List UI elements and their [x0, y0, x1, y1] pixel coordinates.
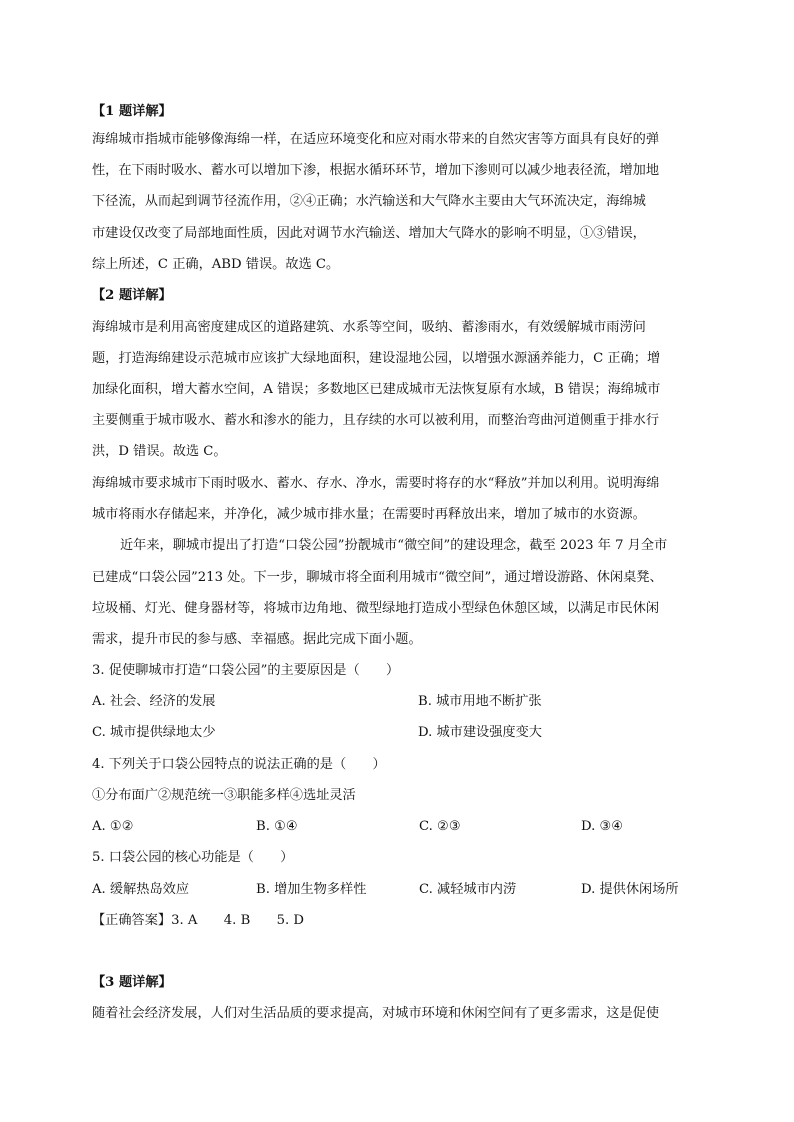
section2-line: 题，打造海绵建设示范城市应该扩大绿地面积，建设湿地公园，以增强水源涵养能力，C 正确；增	[92, 351, 661, 366]
passage-line: 垃圾桶、灯光、健身器材等，将城市边角地、微型绿地打造成小型绿色休憩区域，以满足市民休闲	[92, 601, 660, 616]
section1-line: 下径流，从而起到调节径流作用，②④正确；水汽输送和大气降水主要由大气环流决定，海绵城	[92, 194, 646, 209]
q4-option-a: A. ①②	[92, 819, 134, 834]
q4-statements: ①分布面广②规范统一③职能多样④选址灵活	[92, 788, 356, 803]
section2-title: 【2 题详解】	[92, 288, 172, 303]
q3-stem: 3. 促使聊城市打造“口袋公园”的主要原因是（ ）	[92, 663, 400, 678]
section1-title: 【1 题详解】	[92, 104, 172, 119]
q3-option-c: C. 城市提供绿地太少	[92, 725, 216, 740]
passage-line: 已建成“口袋公园”213 处。下一步，聊城市将全面利用城市“微空间”，通过增设游路、休闲桌凳、	[92, 570, 663, 585]
section1-line: 市建设仅改变了局部地面性质，因此对调节水汽输送、增加大气降水的影响不明显，①③错误，	[92, 226, 646, 241]
section3-line: 随着社会经济发展，人们对生活品质的要求提高，对城市环境和休闲空间有了更多需求，这是促使	[92, 1006, 660, 1021]
passage-line: 需求，提升市民的参与感、幸福感。据此完成下面小题。	[92, 632, 422, 647]
section2-line: 加绿化面积，增大蓄水空间，A 错误；多数地区已建成城市无法恢复原有水域，B 错误；海绵城市	[92, 382, 661, 397]
passage-line: 近年来，聊城市提出了打造“口袋公园”扮靓城市“微空间”的建设理念，截至 2023 年 7 月全市	[120, 538, 668, 553]
q3-option-d: D. 城市建设强度变大	[418, 725, 542, 740]
q3-option-a: A. 社会、经济的发展	[92, 694, 216, 709]
answer-key: 【正确答案】3. A 4. B 5. D	[92, 913, 304, 928]
q5-option-a: A. 缓解热岛效应	[92, 882, 190, 897]
section1-line: 性，在下雨时吸水、蓄水可以增加下渗，根据水循环环节，增加下渗则可以减少地表径流，增加地	[92, 163, 660, 178]
section2-line: 海绵城市是利用高密度建成区的道路建筑、水系等空间，吸纳、蓄渗雨水，有效缓解城市雨涝问	[92, 320, 646, 335]
q4-option-d: D. ③④	[581, 819, 624, 834]
q5-option-d: D. 提供休闲场所	[581, 882, 679, 897]
section2-line: 海绵城市要求城市下雨时吸水、蓄水、存水、净水，需要时将存的水“释放”并加以利用。说明海绵	[92, 476, 660, 491]
section2-line: 洪，D 错误。故选 C。	[92, 444, 227, 459]
section2-line: 主要侧重于城市吸水、蓄水和渗水的能力，且存续的水可以被利用，而整治弯曲河道侧重于排水行	[92, 413, 660, 428]
section2-line: 城市将雨水存储起来，并净化，减少城市排水量；在需要时再释放出来，增加了城市的水资源。	[92, 507, 646, 522]
q4-stem: 4. 下列关于口袋公园特点的说法正确的是（ ）	[92, 757, 386, 772]
section1-line: 综上所述，C 正确，ABD 错误。故选 C。	[92, 257, 340, 272]
q3-option-b: B. 城市用地不断扩张	[418, 694, 542, 709]
section3-title: 【3 题详解】	[92, 975, 172, 990]
q4-option-b: B. ①④	[256, 819, 298, 834]
q4-option-c: C. ②③	[419, 819, 461, 834]
q5-stem: 5. 口袋公园的核心功能是（ ）	[92, 850, 294, 865]
section1-line: 海绵城市指城市能够像海绵一样，在适应环境变化和应对雨水带来的自然灾害等方面具有良好的弹	[92, 132, 660, 147]
q5-option-b: B. 增加生物多样性	[256, 882, 367, 897]
q5-option-c: C. 减轻城市内涝	[419, 882, 517, 897]
